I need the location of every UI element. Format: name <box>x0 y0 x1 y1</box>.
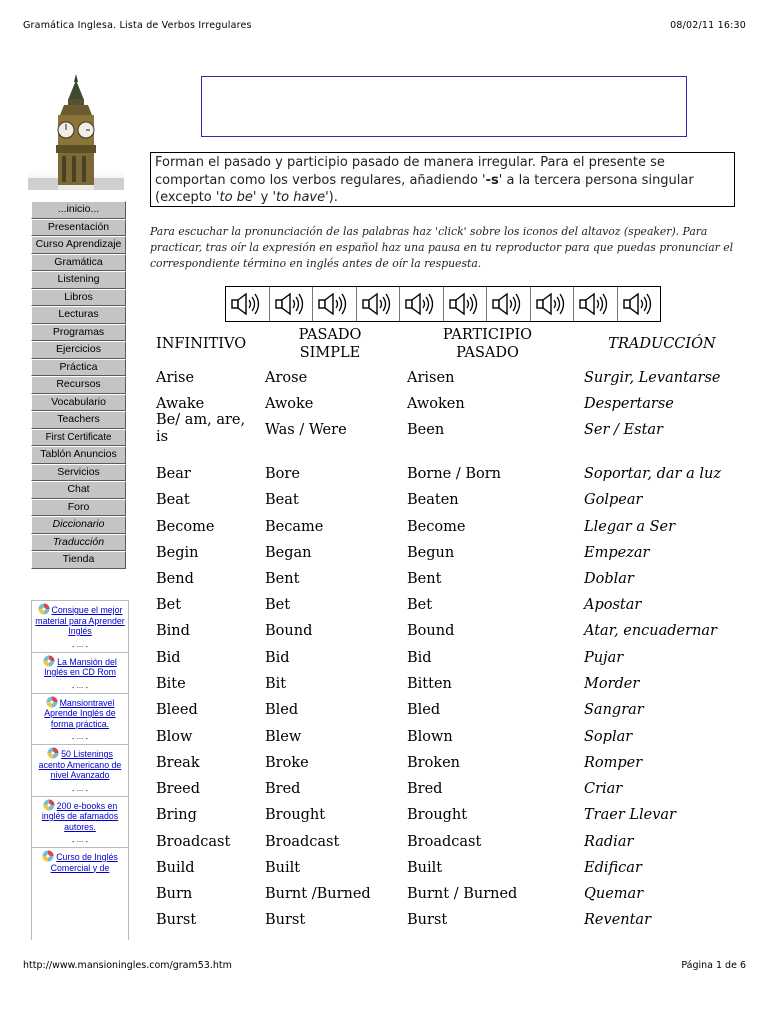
promo-separator: - ··· - <box>71 642 89 651</box>
cell-translation: Despertarse <box>584 396 674 412</box>
cell-infinitive: Bind <box>156 623 190 639</box>
speaker-icon[interactable] <box>531 287 575 321</box>
cell-past-participle: Built <box>407 860 443 876</box>
cell-past-simple: Broke <box>265 755 309 771</box>
intro-text-3: ' y ' <box>252 190 277 205</box>
nav-item-libros[interactable]: Libros <box>31 289 126 307</box>
promo-link[interactable] <box>32 847 128 876</box>
promo-text: Mansiontravel Aprende Inglés de forma práctica. <box>44 697 116 729</box>
cell-translation: Doblar <box>584 571 634 587</box>
nav-item-ejercicios[interactable]: Ejercicios <box>31 341 126 359</box>
promo-link[interactable] <box>32 652 128 681</box>
verb-row <box>150 807 750 833</box>
nav-item-servicios[interactable]: Servicios <box>31 464 126 482</box>
print-footer-url[interactable]: http://www.mansioningles.com/gram53.htm <box>23 960 232 971</box>
speaker-icon[interactable] <box>618 287 661 321</box>
nav-item-curso-aprendizaje[interactable]: Curso Aprendizaje <box>31 236 126 254</box>
speaker-icon[interactable] <box>313 287 357 321</box>
cell-infinitive: Be/ am, are, is <box>156 412 246 445</box>
promo-link[interactable] <box>32 796 128 836</box>
cell-past-participle: Bled <box>407 702 441 718</box>
cell-infinitive: Bleed <box>156 702 198 718</box>
speaker-strip <box>225 286 661 322</box>
cell-past-simple: Arose <box>265 370 308 386</box>
verb-row <box>150 412 750 448</box>
cd-icon <box>43 799 55 811</box>
cell-infinitive: Burst <box>156 912 197 928</box>
verb-row <box>150 571 750 597</box>
cell-past-simple: Beat <box>265 492 299 508</box>
cell-translation: Apostar <box>584 597 642 613</box>
cell-past-simple: Bled <box>265 702 299 718</box>
cell-past-participle: Broken <box>407 755 461 771</box>
cell-infinitive: Bet <box>156 597 182 613</box>
nav-item-inicio[interactable]: ...inicio... <box>31 201 126 219</box>
nav-item-teachers[interactable]: Teachers <box>31 411 126 429</box>
verb-row <box>150 466 750 492</box>
cell-translation: Reventar <box>584 912 652 928</box>
cell-past-participle: Been <box>407 422 445 438</box>
cell-translation: Soplar <box>584 729 633 745</box>
cell-translation: Sangrar <box>584 702 644 718</box>
verb-row <box>150 912 750 938</box>
nav-item-tienda[interactable]: Tienda <box>31 551 126 569</box>
nav-item-gramatica[interactable]: Gramática <box>31 254 126 272</box>
cell-translation: Ser / Estar <box>584 422 663 438</box>
cell-infinitive: Breed <box>156 781 201 797</box>
nav-item-chat[interactable]: Chat <box>31 481 126 499</box>
cell-translation: Edificar <box>584 860 642 876</box>
cell-past-participle: Bent <box>407 571 442 587</box>
speaker-icon[interactable] <box>270 287 314 321</box>
nav-item-foro[interactable]: Foro <box>31 499 126 517</box>
cell-translation: Romper <box>584 755 643 771</box>
cell-translation: Llegar a Ser <box>584 519 676 535</box>
cell-past-participle: Brought <box>407 807 468 823</box>
cell-past-simple: Broadcast <box>265 834 340 850</box>
cell-infinitive: Bite <box>156 676 186 692</box>
cell-translation: Radiar <box>584 834 634 850</box>
verb-row <box>150 545 750 571</box>
nav-item-diccionario[interactable]: Diccionario <box>31 516 126 534</box>
nav-item-recursos[interactable]: Recursos <box>31 376 126 394</box>
cell-past-participle: Bet <box>407 597 433 613</box>
print-header-title: Gramática Inglesa. Lista de Verbos Irregulares <box>23 20 252 31</box>
promo-column <box>31 600 129 940</box>
intro-text-2: ' a la tercera persona singular (excepto ' <box>155 172 694 205</box>
cell-infinitive: Beat <box>156 492 190 508</box>
verb-row <box>150 860 750 886</box>
cell-infinitive: Bring <box>156 807 197 823</box>
cell-infinitive: Bid <box>156 650 181 666</box>
nav-item-presentacion[interactable]: Presentación <box>31 219 126 237</box>
cell-past-participle: Become <box>407 519 466 535</box>
verb-row <box>150 676 750 702</box>
cell-past-simple: Bent <box>265 571 300 587</box>
cell-past-participle: Begun <box>407 545 455 561</box>
cell-past-simple: Began <box>265 545 312 561</box>
cell-past-participle: Burst <box>407 912 448 928</box>
cell-past-simple: Built <box>265 860 301 876</box>
verb-row <box>150 702 750 728</box>
verb-row <box>150 370 750 396</box>
big-ben-logo[interactable] <box>28 70 124 190</box>
promo-separator: - ··· - <box>71 786 89 795</box>
verb-row <box>150 519 750 545</box>
cell-past-simple: Bound <box>265 623 313 639</box>
nav-item-traduccion[interactable]: Traducción <box>31 534 126 552</box>
promo-text: Curso de Inglés Comercial y de <box>50 852 118 873</box>
cell-infinitive: Arise <box>156 370 195 386</box>
cell-translation: Soportar, dar a luz <box>584 466 721 482</box>
speaker-icon[interactable] <box>487 287 531 321</box>
header-infinitivo: INFINITIVO <box>156 336 247 352</box>
cell-infinitive: Begin <box>156 545 199 561</box>
promo-separator: - ··· - <box>71 735 89 743</box>
print-footer-page: Página 1 de 6 <box>681 960 746 971</box>
nav-item-lecturas[interactable]: Lecturas <box>31 306 126 324</box>
promo-separator: - ··· - <box>71 683 89 692</box>
verb-row <box>150 492 750 518</box>
nav-item-practica[interactable]: Práctica <box>31 359 126 377</box>
cell-past-participle: Beaten <box>407 492 459 508</box>
cell-translation: Pujar <box>584 650 624 666</box>
promo-text: Consigue el mejor material para Aprender Inglés <box>35 605 125 636</box>
verb-row <box>150 781 750 807</box>
header-pasado-simple: PASADO SIMPLE <box>298 327 362 361</box>
verb-row <box>150 650 750 676</box>
promo-link[interactable] <box>32 600 128 640</box>
cell-translation: Empezar <box>584 545 650 561</box>
promo-separator: - ··· - <box>71 838 89 846</box>
cell-past-simple: Awoke <box>265 396 314 412</box>
print-header-datetime: 08/02/11 16:30 <box>670 20 746 31</box>
ad-banner-placeholder[interactable] <box>201 76 687 137</box>
cell-past-simple: Bit <box>265 676 287 692</box>
verb-row <box>150 729 750 755</box>
promo-link[interactable] <box>32 744 128 784</box>
verb-row <box>150 834 750 860</box>
intro-suffix: -s <box>485 172 499 188</box>
speaker-icon[interactable] <box>574 287 618 321</box>
cell-past-simple: Blew <box>265 729 302 745</box>
cell-infinitive: Break <box>156 755 200 771</box>
verb-row <box>150 886 750 912</box>
cell-past-participle: Bitten <box>407 676 452 692</box>
cell-translation: Atar, encuadernar <box>584 623 717 639</box>
header-traduccion: TRADUCCIÓN <box>608 336 716 352</box>
cell-past-simple: Bid <box>265 650 290 666</box>
speaker-icon[interactable] <box>444 287 488 321</box>
nav-item-programas[interactable]: Programas <box>31 324 126 342</box>
promo-text: 50 Listenings acento Americano de nivel Avanzado <box>38 749 122 780</box>
intro-example-1: to be <box>219 190 253 205</box>
cell-past-simple: Burnt /Burned <box>265 886 371 902</box>
cd-icon <box>38 603 50 615</box>
verb-row <box>150 755 750 781</box>
cell-past-participle: Broadcast <box>407 834 482 850</box>
cell-past-participle: Burnt / Burned <box>407 886 518 902</box>
cell-infinitive: Bend <box>156 571 194 587</box>
sidebar-nav <box>31 201 127 569</box>
intro-example-2: to have <box>276 190 326 205</box>
verb-row <box>150 623 750 649</box>
cell-translation: Golpear <box>584 492 643 508</box>
nav-item-vocabulario[interactable]: Vocabulario <box>31 394 126 412</box>
speaker-icon[interactable] <box>357 287 401 321</box>
verb-row <box>150 597 750 623</box>
speaker-icon[interactable] <box>226 287 270 321</box>
cell-past-simple: Bet <box>265 597 291 613</box>
intro-text-4: '). <box>325 190 338 205</box>
cell-past-simple: Burst <box>265 912 306 928</box>
cell-translation: Quemar <box>584 886 644 902</box>
cell-past-simple: Was / Were <box>265 422 347 438</box>
cell-translation: Traer Llevar <box>584 807 676 823</box>
cell-infinitive: Become <box>156 519 215 535</box>
header-participio-pasado: PARTICIPIO PASADO <box>442 327 533 361</box>
speaker-icon[interactable] <box>400 287 444 321</box>
nav-item-listening[interactable]: Listening <box>31 271 126 289</box>
cell-past-participle: Blown <box>407 729 453 745</box>
nav-item-tablon-anuncios[interactable]: Tablón Anuncios <box>31 446 126 464</box>
cell-past-participle: Bound <box>407 623 455 639</box>
promo-link[interactable] <box>32 693 128 733</box>
promo-text: La Mansión del Inglés en CD Rom <box>44 656 117 677</box>
cell-past-simple: Became <box>265 519 324 535</box>
cell-past-participle: Awoken <box>407 396 465 412</box>
cell-translation: Morder <box>584 676 640 692</box>
cell-infinitive: Awake <box>156 396 205 412</box>
cell-translation: Criar <box>584 781 623 797</box>
cd-icon <box>43 655 55 667</box>
cell-translation: Surgir, Levantarse <box>584 370 721 386</box>
cell-past-simple: Brought <box>265 807 326 823</box>
cd-icon <box>47 747 59 759</box>
cell-past-simple: Bred <box>265 781 301 797</box>
cell-infinitive: Blow <box>156 729 193 745</box>
cell-past-simple: Bore <box>265 466 300 482</box>
cell-past-participle: Bred <box>407 781 443 797</box>
cell-past-participle: Arisen <box>407 370 455 386</box>
cell-infinitive: Bear <box>156 466 191 482</box>
cell-infinitive: Build <box>156 860 195 876</box>
promo-text: 200 e-books en inglés de afamados autores. <box>41 800 119 832</box>
cd-icon <box>46 696 58 708</box>
intro-box <box>150 152 735 207</box>
intro-text-1: Forman el pasado y participio pasado de manera irregular. Para el presente se comportan como los verbos regulares, añadiendo ' <box>155 155 665 188</box>
cell-infinitive: Burn <box>156 886 193 902</box>
cd-icon <box>42 850 54 862</box>
cell-past-participle: Bid <box>407 650 432 666</box>
pronunciation-note: Para escuchar la pronunciación de las palabras haz 'click' sobre los iconos del altavoz (speaker). Para practicar, tras oír la expresión en español haz una pausa en tu reproductor para que puedas pronunciar el correspondiente término en inglés antes de oír la respuesta. <box>150 225 734 271</box>
cell-infinitive: Broadcast <box>156 834 231 850</box>
cell-past-participle: Borne / Born <box>407 466 501 482</box>
nav-item-first-certificate[interactable]: First Certificate <box>31 429 126 447</box>
